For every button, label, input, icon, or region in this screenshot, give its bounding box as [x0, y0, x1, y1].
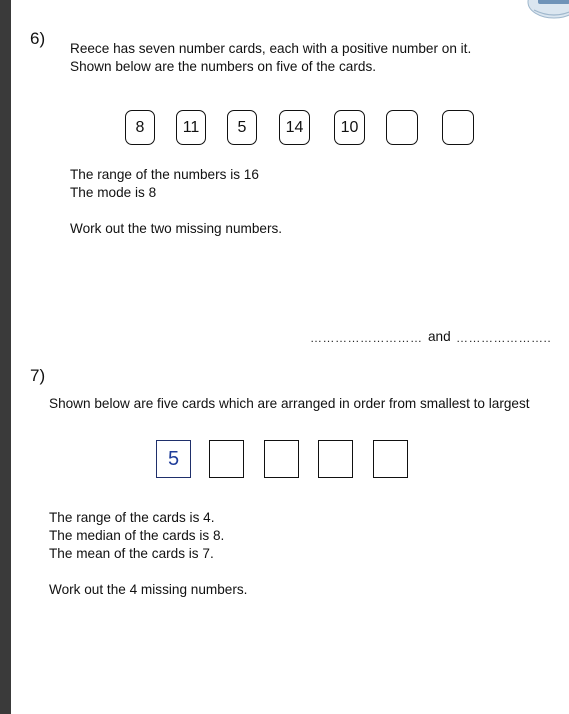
q7-card: 5 [156, 440, 191, 478]
left-margin-bar [0, 0, 11, 714]
q7-median-fact: The median of the cards is 8. [49, 528, 225, 543]
q6-intro-line-2: Shown below are the numbers on five of the cards. [70, 59, 377, 74]
q6-answer-blank-2[interactable]: ………………….. [456, 331, 552, 345]
q6-card: 8 [125, 110, 155, 145]
q6-card: 14 [279, 110, 310, 145]
q7-instruction: Work out the 4 missing numbers. [49, 582, 248, 597]
q7-missing-card [318, 440, 353, 478]
question-6-number: 6) [30, 29, 46, 48]
q6-answer-and: and [428, 329, 451, 344]
q6-intro-line-1: Reece has seven number cards, each with a positive number on it. [70, 41, 472, 56]
q6-missing-card [386, 110, 418, 145]
q7-intro: Shown below are five cards which are arranged in order from smallest to largest [49, 396, 530, 411]
q6-mode-fact: The mode is 8 [70, 185, 157, 200]
q7-missing-card [264, 440, 299, 478]
q7-missing-card [373, 440, 408, 478]
q6-instruction: Work out the two missing numbers. [70, 221, 283, 236]
question-7-number: 7) [30, 366, 46, 385]
school-crest-icon [524, 0, 569, 26]
q6-card: 10 [334, 110, 365, 145]
q6-missing-card [442, 110, 474, 145]
q7-mean-fact: The mean of the cards is 7. [49, 546, 214, 561]
q6-card: 5 [227, 110, 257, 145]
q6-range-fact: The range of the numbers is 16 [70, 167, 259, 182]
q7-range-fact: The range of the cards is 4. [49, 510, 215, 525]
q6-card: 11 [176, 110, 206, 145]
q7-missing-card [209, 440, 244, 478]
q6-answer-blank-1[interactable]: ……………………… [310, 331, 423, 345]
